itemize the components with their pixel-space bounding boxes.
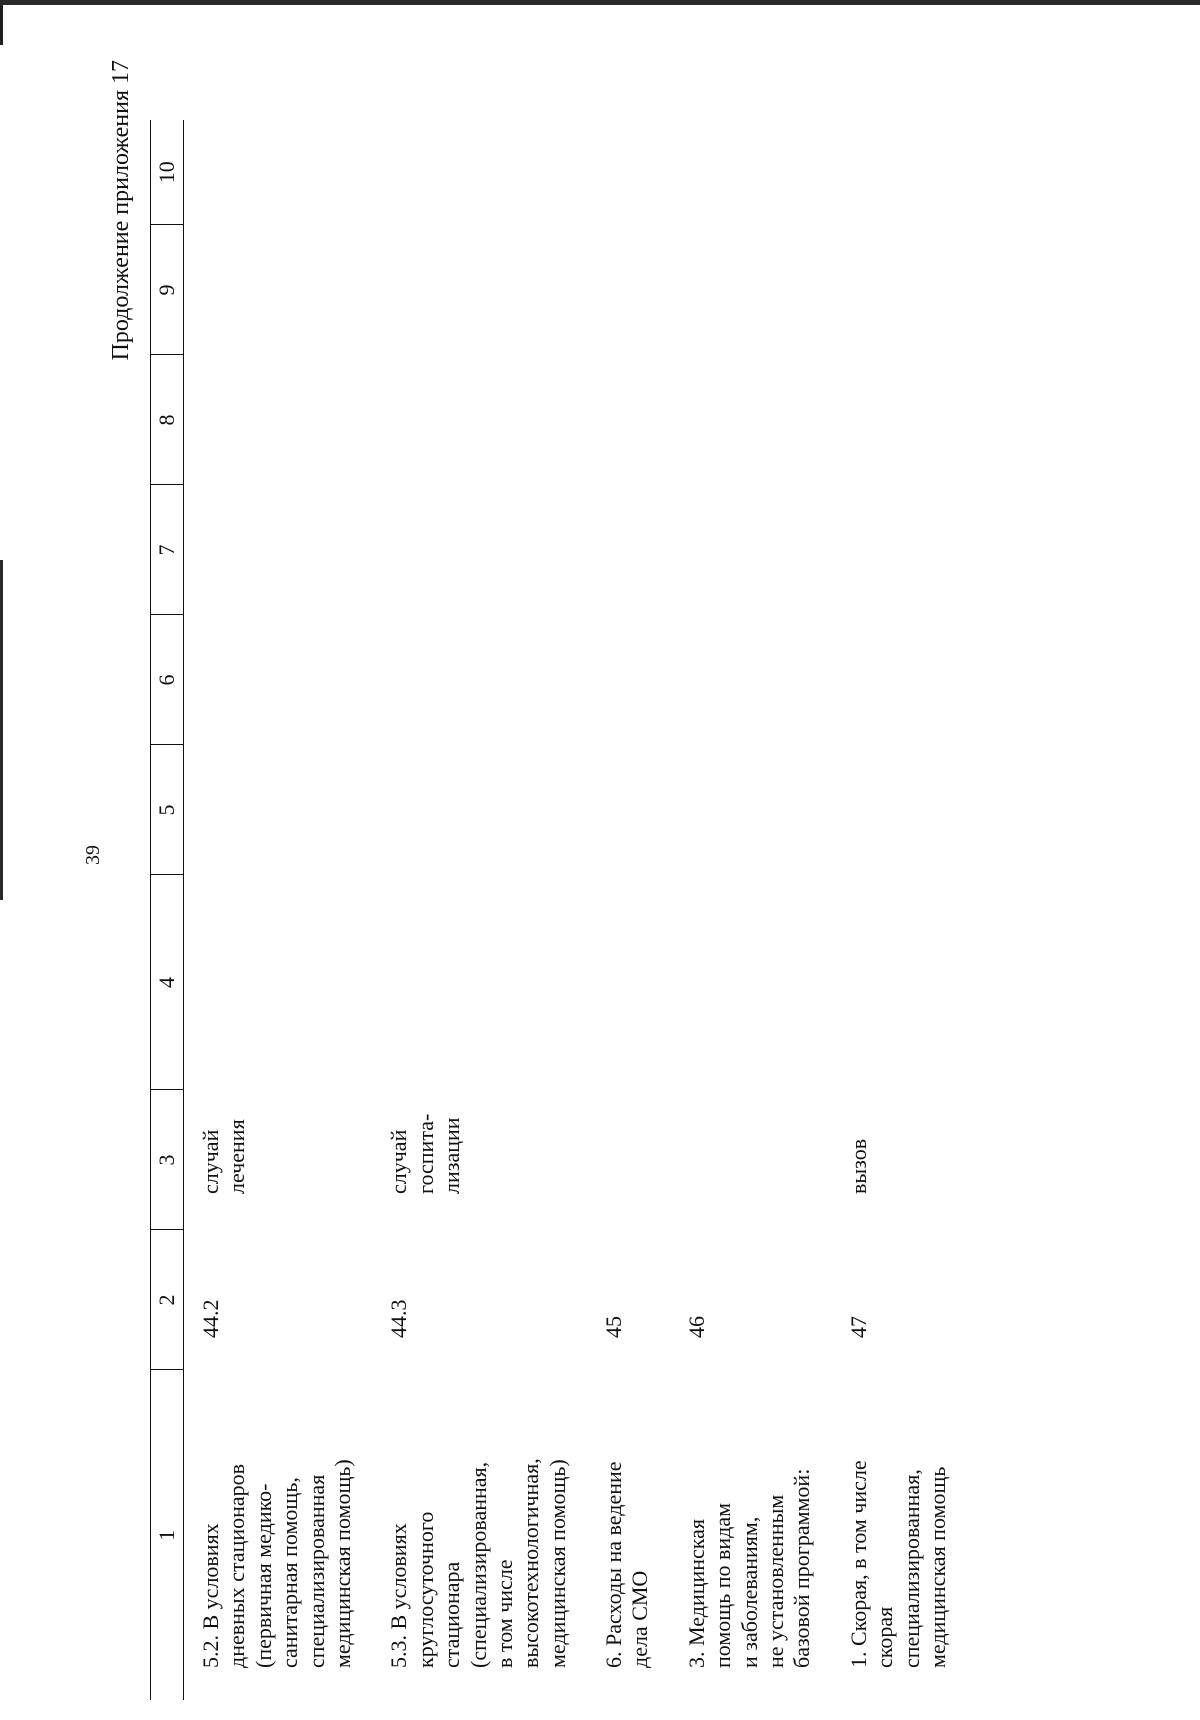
empty-cell <box>601 120 684 225</box>
empty-cell <box>846 615 982 745</box>
column-header: 9 <box>151 225 184 355</box>
row-name-line: не установленным <box>763 1494 789 1668</box>
empty-cell <box>386 120 601 225</box>
empty-cell <box>601 485 684 615</box>
empty-cell <box>684 120 846 225</box>
column-header: 2 <box>151 1230 184 1370</box>
empty-cell <box>684 745 846 875</box>
row-name-cell <box>684 1370 846 1700</box>
row-unit-line: госпита- <box>412 1113 438 1194</box>
column-header: 3 <box>151 1090 184 1230</box>
column-header: 4 <box>151 875 184 1090</box>
empty-cell <box>184 355 387 485</box>
empty-cell <box>386 485 601 615</box>
row-unit-line: вызов <box>845 1138 871 1194</box>
empty-cell <box>386 875 601 1090</box>
table-row <box>386 120 601 1700</box>
row-name-line: в том числе <box>491 1559 517 1668</box>
row-code-cell: 44.3 <box>386 1299 412 1338</box>
empty-cell <box>846 485 982 615</box>
row-unit-line: лизации <box>439 1117 465 1194</box>
row-name-line: и заболеваниям, <box>736 1516 762 1668</box>
table-row <box>684 120 846 1700</box>
empty-cell <box>184 745 387 875</box>
row-unit-line: лечения <box>224 1119 250 1194</box>
empty-cell <box>684 355 846 485</box>
row-name-line: базовой программой: <box>789 1468 815 1668</box>
row-name-cell <box>601 1370 684 1700</box>
empty-cell <box>386 225 601 355</box>
row-name-line: санитарная помощь, <box>277 1477 303 1668</box>
row-name-cell <box>386 1370 601 1700</box>
empty-cell <box>601 225 684 355</box>
empty-cell <box>846 120 982 225</box>
empty-cell <box>184 875 387 1090</box>
table-row <box>184 120 387 1700</box>
row-name-line: 5.2. В условиях <box>198 1523 223 1668</box>
continuation-label: Продолжение приложения 17 <box>108 60 134 361</box>
row-code-cell: 44.2 <box>198 1299 223 1338</box>
row-unit-cell <box>601 1090 684 1230</box>
empty-cell <box>846 745 982 875</box>
row-name-line: медицинская помощь) <box>329 1459 355 1668</box>
header-row <box>151 120 184 1700</box>
row-unit-cell <box>684 1090 846 1230</box>
row-name-line: медицинская помощь <box>924 1466 950 1668</box>
data-table <box>150 120 981 1700</box>
empty-cell <box>684 225 846 355</box>
empty-cell <box>184 485 387 615</box>
row-unit-cell <box>846 1090 982 1230</box>
column-header: 7 <box>151 485 184 615</box>
column-header: 6 <box>151 615 184 745</box>
empty-cell <box>601 875 684 1090</box>
column-header: 10 <box>151 120 184 225</box>
row-name-line: круглосуточного <box>412 1511 438 1668</box>
row-name-cell <box>846 1370 982 1700</box>
row-name-line: медицинская помощь) <box>544 1459 570 1668</box>
row-name-line: помощь по видам <box>710 1502 736 1668</box>
column-header: 8 <box>151 355 184 485</box>
empty-cell <box>846 875 982 1090</box>
empty-cell <box>184 225 387 355</box>
empty-cell <box>684 485 846 615</box>
scan-edge-left <box>0 5 3 45</box>
row-name-line: 1. Скорая, в том числе <box>845 1460 871 1668</box>
empty-cell <box>386 355 601 485</box>
row-unit-line: случай <box>386 1129 412 1194</box>
row-name-line: (первичная медико- <box>250 1483 276 1668</box>
row-name-line: специализированная <box>303 1474 329 1668</box>
table-row <box>846 120 982 1700</box>
row-unit-cell <box>184 1090 387 1230</box>
empty-cell <box>184 120 387 225</box>
scan-edge-top <box>0 0 1200 5</box>
row-name-line: 3. Медицинская <box>683 1518 709 1668</box>
row-name-line: скорая <box>872 1606 898 1668</box>
row-code-cell: 47 <box>845 1316 871 1338</box>
row-name-cell <box>184 1370 387 1700</box>
rotated-page <box>0 60 1100 1700</box>
empty-cell <box>846 355 982 485</box>
empty-cell <box>601 745 684 875</box>
empty-cell <box>684 615 846 745</box>
empty-cell <box>386 615 601 745</box>
row-name-line: дневных стационаров <box>224 1463 250 1668</box>
row-name-line: дела СМО <box>627 1570 653 1668</box>
page-number: 39 <box>82 845 104 865</box>
row-name-line: стационара <box>439 1561 465 1668</box>
row-code-cell: 46 <box>683 1316 709 1338</box>
column-header: 1 <box>151 1370 184 1700</box>
column-header: 5 <box>151 745 184 875</box>
empty-cell <box>684 875 846 1090</box>
empty-cell <box>386 745 601 875</box>
row-code-cell: 45 <box>601 1316 627 1338</box>
empty-cell <box>601 355 684 485</box>
row-name-line: (специализированная, <box>465 1461 491 1668</box>
empty-cell <box>601 615 684 745</box>
row-name-line: 5.3. В условиях <box>386 1523 412 1668</box>
row-unit-cell <box>386 1090 601 1230</box>
empty-cell <box>846 225 982 355</box>
row-name-line: специализированная, <box>898 1469 924 1668</box>
row-name-line: высокотехнологичная, <box>518 1458 544 1668</box>
table-row <box>601 120 684 1700</box>
row-name-line: 6. Расходы на ведение <box>601 1461 627 1668</box>
empty-cell <box>184 615 387 745</box>
row-unit-line: случай <box>198 1129 223 1194</box>
